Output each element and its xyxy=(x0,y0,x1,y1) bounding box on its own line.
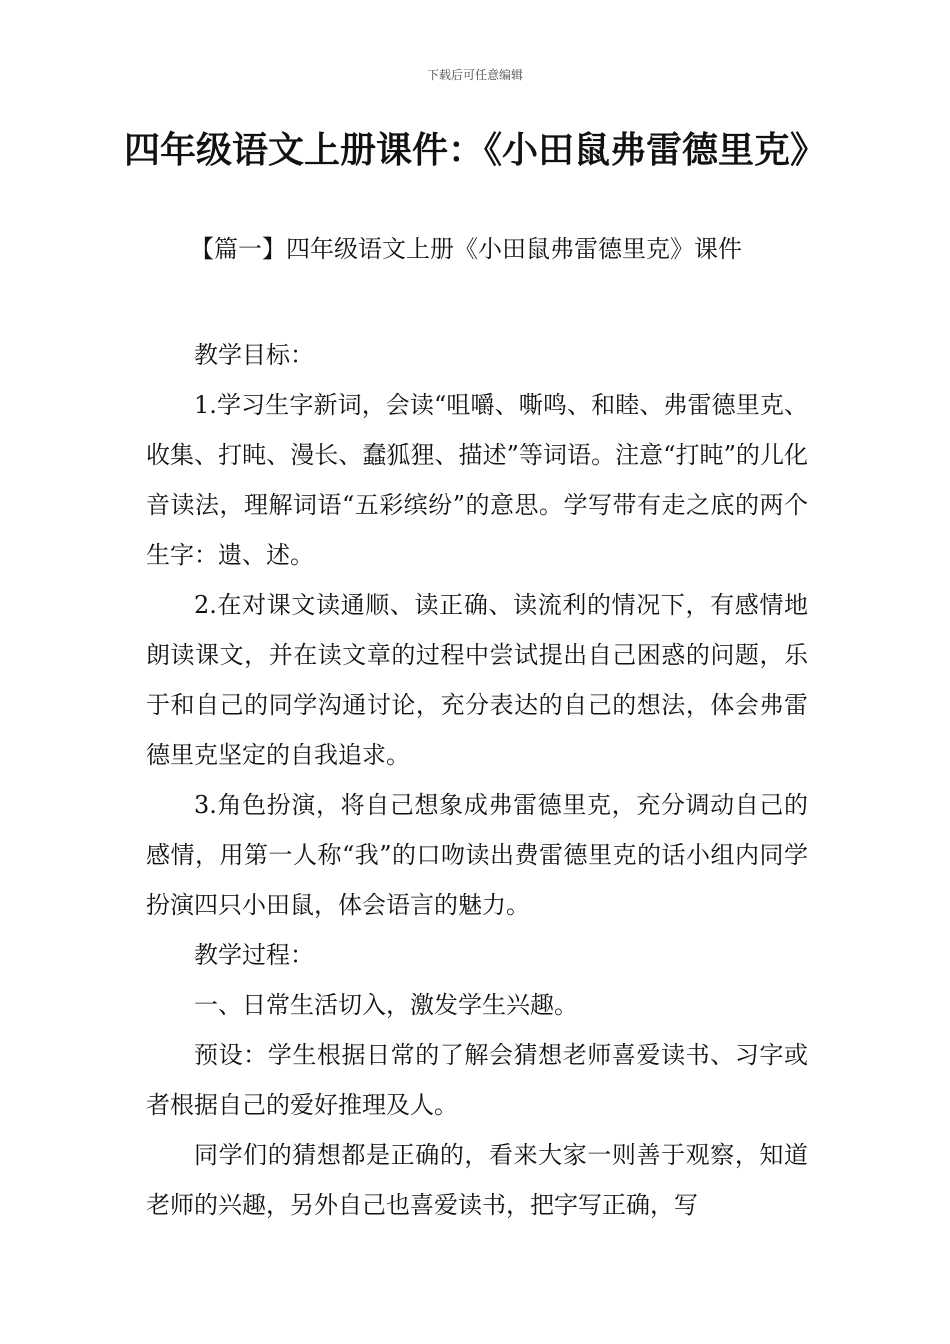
document-title: 四年级语文上册课件：《小田鼠弗雷德里克》 xyxy=(123,130,826,171)
paragraph-goal-2: 2.在对课文读通顺、读正确、读流利的情况下，有感情地朗读课文，并在读文章的过程中尝试提出自己困惑的问题，乐于和自己的同学沟通讨论，充分表达的自己的想法，体会弗雷德里克坚定的自我追求。 xyxy=(146,591,808,769)
header-note: 下载后可任意编辑 xyxy=(426,68,523,82)
paragraph-step-1: 一、日常生活切入，激发学生兴趣。 xyxy=(194,991,578,1019)
paragraph-preset: 预设：学生根据日常的了解会猜想老师喜爱读书、习字或者根据自己的爱好推理及人。 xyxy=(146,1041,808,1119)
paragraph-teaching-process-heading: 教学过程： xyxy=(194,941,314,969)
paragraph-goal-1: 1.学习生字新词，会读“咀嚼、嘶鸣、和睦、弗雷德里克、收集、打盹、漫长、蠢狐狸、描述”等词语。注意“打盹”的儿化音读法，理解词语“五彩缤纷”的意思。学写带有走之底的两个生字：遗、述。 xyxy=(146,391,808,569)
paragraph-teaching-goals-heading: 教学目标： xyxy=(194,341,314,369)
section-subtitle: 【篇一】四年级语文上册《小田鼠弗雷德里克》课件 xyxy=(190,235,742,263)
paragraph-continuation: 同学们的猜想都是正确的，看来大家一则善于观察，知道老师的兴趣，另外自己也喜爱读书，把字写正确，写 xyxy=(146,1141,808,1219)
document-body xyxy=(146,330,808,1230)
paragraph-goal-3: 3.角色扮演，将自己想象成弗雷德里克，充分调动自己的感情，用第一人称“我”的口吻读出费雷德里克的话小组内同学扮演四只小田鼠，体会语言的魅力。 xyxy=(146,791,808,919)
